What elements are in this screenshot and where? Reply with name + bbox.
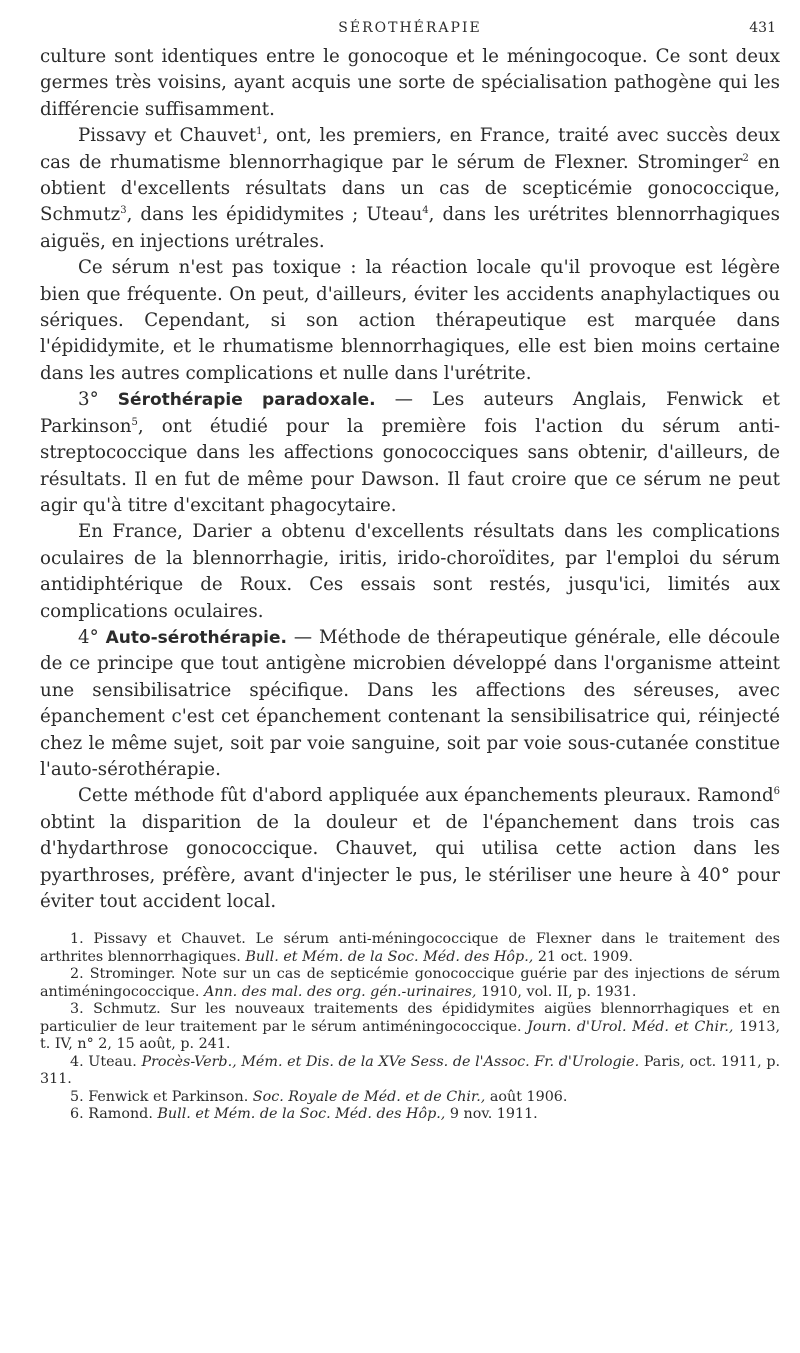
section-number: 3° [78,389,118,411]
footnote: 5. Fenwick et Parkinson. Soc. Royale de Méd. et de Chir., août 1906. [70,1088,568,1105]
section-number: 4° [78,626,106,648]
page [40,14,780,1124]
paragraph: Ce sérum n'est pas toxique : la réaction locale qu'il provoque est légère bien que fréquente. On peut, d'ailleurs, éviter les accidents anaphylactiques ou sériques. Cependant, si son action thérapeutique est marquée dans l'épididymite, et le rhumatisme blennorrhagiques, elle est bien moins certaine dans les autres complications et nulle dans l'urétrite. [40,257,780,384]
footnote: 2. Strominger. Note sur un cas de septicémie gonococcique guérie par des injections de sérum antiméningococcique. Ann. des mal. des org. gén.-urinaires, 1910, vol. II, p. 1931. [40,966,780,1000]
section-3: 3° Sérothérapie paradoxale. — Les auteurs Anglais, Fenwick et Parkinson$^5$, ont étudié pour la première fois l'action du sérum anti-streptococcique dans les affections gonococciques sans obtenir, d'ailleurs, de résultats. Il en fut de même pour Dawson. Il faut croire que ce sérum ne peut agir qu'à titre d'excitant phagocytaire. [40,389,780,516]
footnote-ref: 6 [773,786,780,798]
footnote: 1. Pissavy et Chauvet. Le sérum anti-méningococcique de Flexner dans le traitement des arthrites blennorrhagiques. Bull. et Mém. de la Soc. Méd. des Hôp., 21 oct. 1909. [40,931,781,965]
running-header [40,14,780,44]
footnote: 6. Ramond. Bull. et Mém. de la Soc. Méd. des Hôp., 9 nov. 1911. [70,1106,538,1123]
paragraph: Pissavy et Chauvet$^1$, ont, les premiers, en France, traité avec succès deux cas de rhumatisme blennorrhagique par le sérum de Flexner. Strominger$^2$ en obtient d'excellents résultats dans un cas de scepticémie gonococcique, Schmutz$^3$, dans les épididymites ; Uteau$^4$, dans les urétrites blennorrhagiques aiguës, en injections urétrales. [40,125,780,252]
footnotes [40,931,780,1124]
running-title: SÉROTHÉRAPIE [338,20,482,36]
footnote-ref: 2 [742,152,749,164]
section-4: 4° Auto-sérothérapie. — Méthode de thérapeutique générale, elle découle de ce principe que tout antigène microbien développé dans l'organisme atteint une sensibilisatrice spécifique. Dans les affections des séreuses, avec épanchement c'est cet épanchement contenant la sensibilisatrice qui, réinjecté chez le même sujet, soit par voie sanguine, soit par voie sous-cutanée constitue l'auto-sérothérapie. [40,626,781,780]
footnote-ref: 5 [131,416,138,428]
footnote-ref: 3 [120,205,127,217]
paragraph: culture sont identiques entre le gonocoque et le méningocoque. Ce sont deux germes très voisins, ayant acquis une sorte de spécialisation pathogène qui les différencie suffisamment. [40,46,780,120]
body-text [40,44,780,915]
footnote: 4. Uteau. Procès-Verb., Mém. et Dis. de la XVe Sess. de l'Assoc. Fr. d'Urologie. Paris, oct. 1911, p. 311. [40,1053,781,1088]
section-title: Auto-sérothérapie. [105,627,287,648]
page-number: 431 [749,20,776,36]
footnote-ref: 1 [256,126,263,138]
footnote: 3. Schmutz. Sur les nouveaux traitements des épididymites aigües blennorrhagiques et en particulier de leur traitement par le sérum antiméningococcique. Journ. d'Urol. Méd. et Chir., 1913, t. IV, n° 2, 15 août, p. 241. [40,1001,780,1053]
paragraph: En France, Darier a obtenu d'excellents résultats dans les complications oculaires de la blennorrhagie, iritis, irido-choroïdites, par l'emploi du sérum antidiphtérique de Roux. Ces essais sont restés, jusqu'ici, limités aux complications oculaires. [40,521,780,622]
footnote-ref: 4 [422,205,429,217]
paragraph: Cette méthode fût d'abord appliquée aux épanchements pleuraux. Ramond$^6$ obtint la disparition de la douleur et de l'épanchement dans trois cas d'hydarthrose gonococcique. Chauvet, qui utilisa cette action dans les pyarthroses, préfère, avant d'injecter le pus, le stériliser une heure à 40° pour éviter tout accident local. [40,785,780,912]
section-title: Sérothérapie paradoxale. [117,390,376,411]
